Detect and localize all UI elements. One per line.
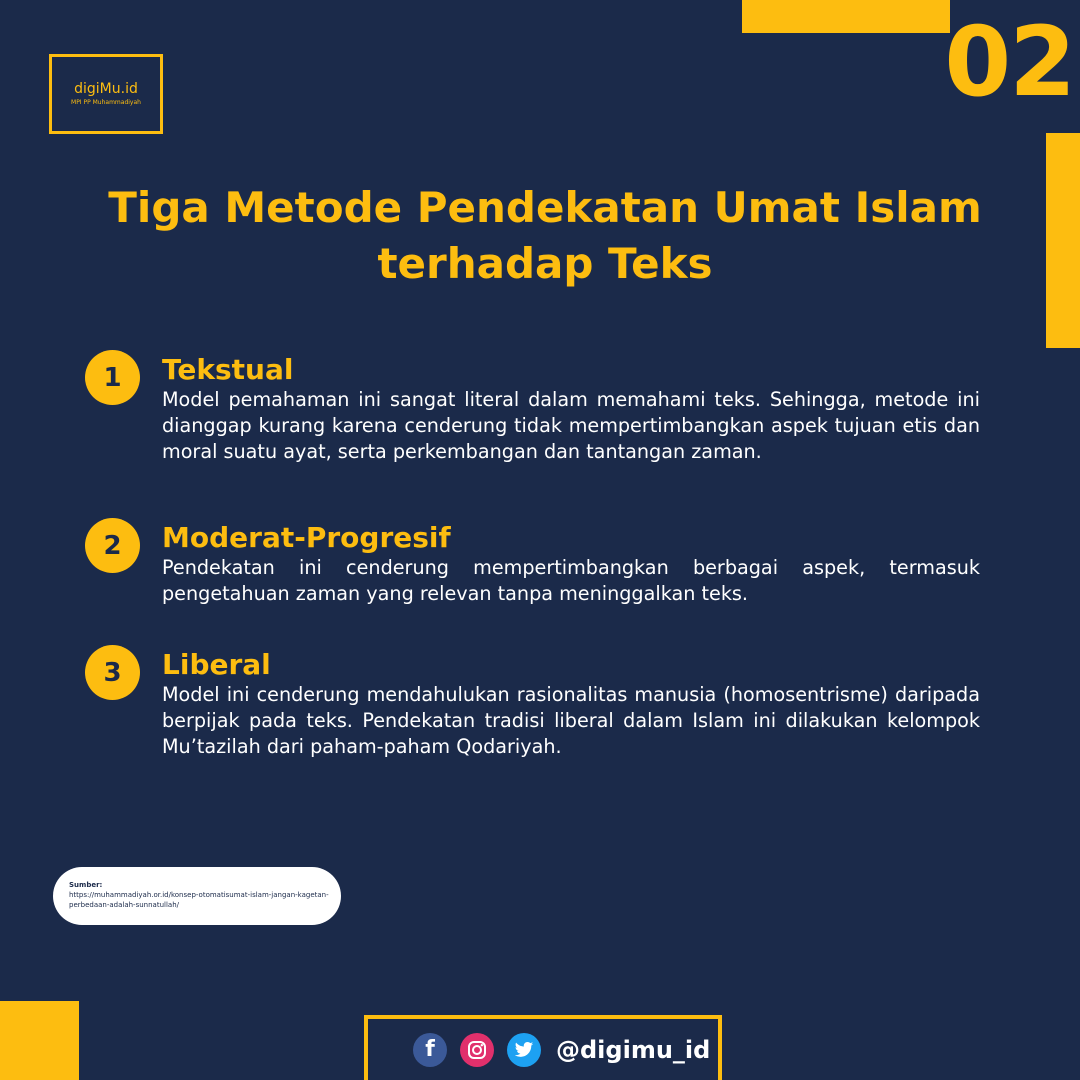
page-title: Tiga Metode Pendekatan Umat Islam terhadap Teks [108, 183, 982, 288]
logo-subtitle: MPI PP Muhammadiyah [71, 99, 141, 107]
item-text: Model pemahaman ini sangat literal dalam memahami teks. Sehingga, metode ini dianggap kurang karena cenderung tidak mempertimbangkan aspek tujuan etis dan moral suatu ayat, serta perkembangan dan tantangan zaman. [162, 388, 980, 463]
item-body [162, 353, 980, 465]
number-badge: 1 [85, 350, 140, 405]
item-heading: Tekstual [162, 353, 294, 386]
twitter-icon[interactable] [507, 1033, 541, 1067]
instagram-icon[interactable] [460, 1033, 494, 1067]
source-note [53, 867, 341, 925]
page-number: 02 [944, 6, 1074, 118]
social-handle[interactable]: @digimu_id [556, 1035, 711, 1064]
social-footer [364, 1015, 722, 1080]
item-text: Pendekatan ini cenderung mempertimbangkan berbagai aspek, termasuk pengetahuan zaman yang relevan tanpa meninggalkan teks. [162, 556, 980, 605]
item-heading: Moderat-Progresif [162, 521, 451, 554]
item-body [162, 521, 980, 607]
source-label: Sumber: [69, 881, 103, 889]
number-badge: 2 [85, 518, 140, 573]
number-badge: 3 [85, 645, 140, 700]
top-accent-bar [742, 0, 950, 33]
bottom-left-accent-square [0, 1001, 79, 1080]
item-text: Model ini cenderung mendahulukan rasionalitas manusia (homosentrisme) daripada berpijak pada teks. Pendekatan tradisi liberal dalam Islam ini dilakukan kelompok Mu’tazilah dari paham-paham Qodariyah. [162, 683, 980, 758]
facebook-icon[interactable]: f [413, 1033, 447, 1067]
logo [49, 54, 163, 134]
item-heading: Liberal [162, 648, 271, 681]
item-body [162, 648, 980, 760]
source-url[interactable]: https://muhammadiyah.or.id/konsep-otomatisumat-islam-jangan-kagetan-perbedaan-adalah-sunnatullah/ [69, 891, 329, 909]
logo-name: digiMu.id [74, 80, 138, 97]
